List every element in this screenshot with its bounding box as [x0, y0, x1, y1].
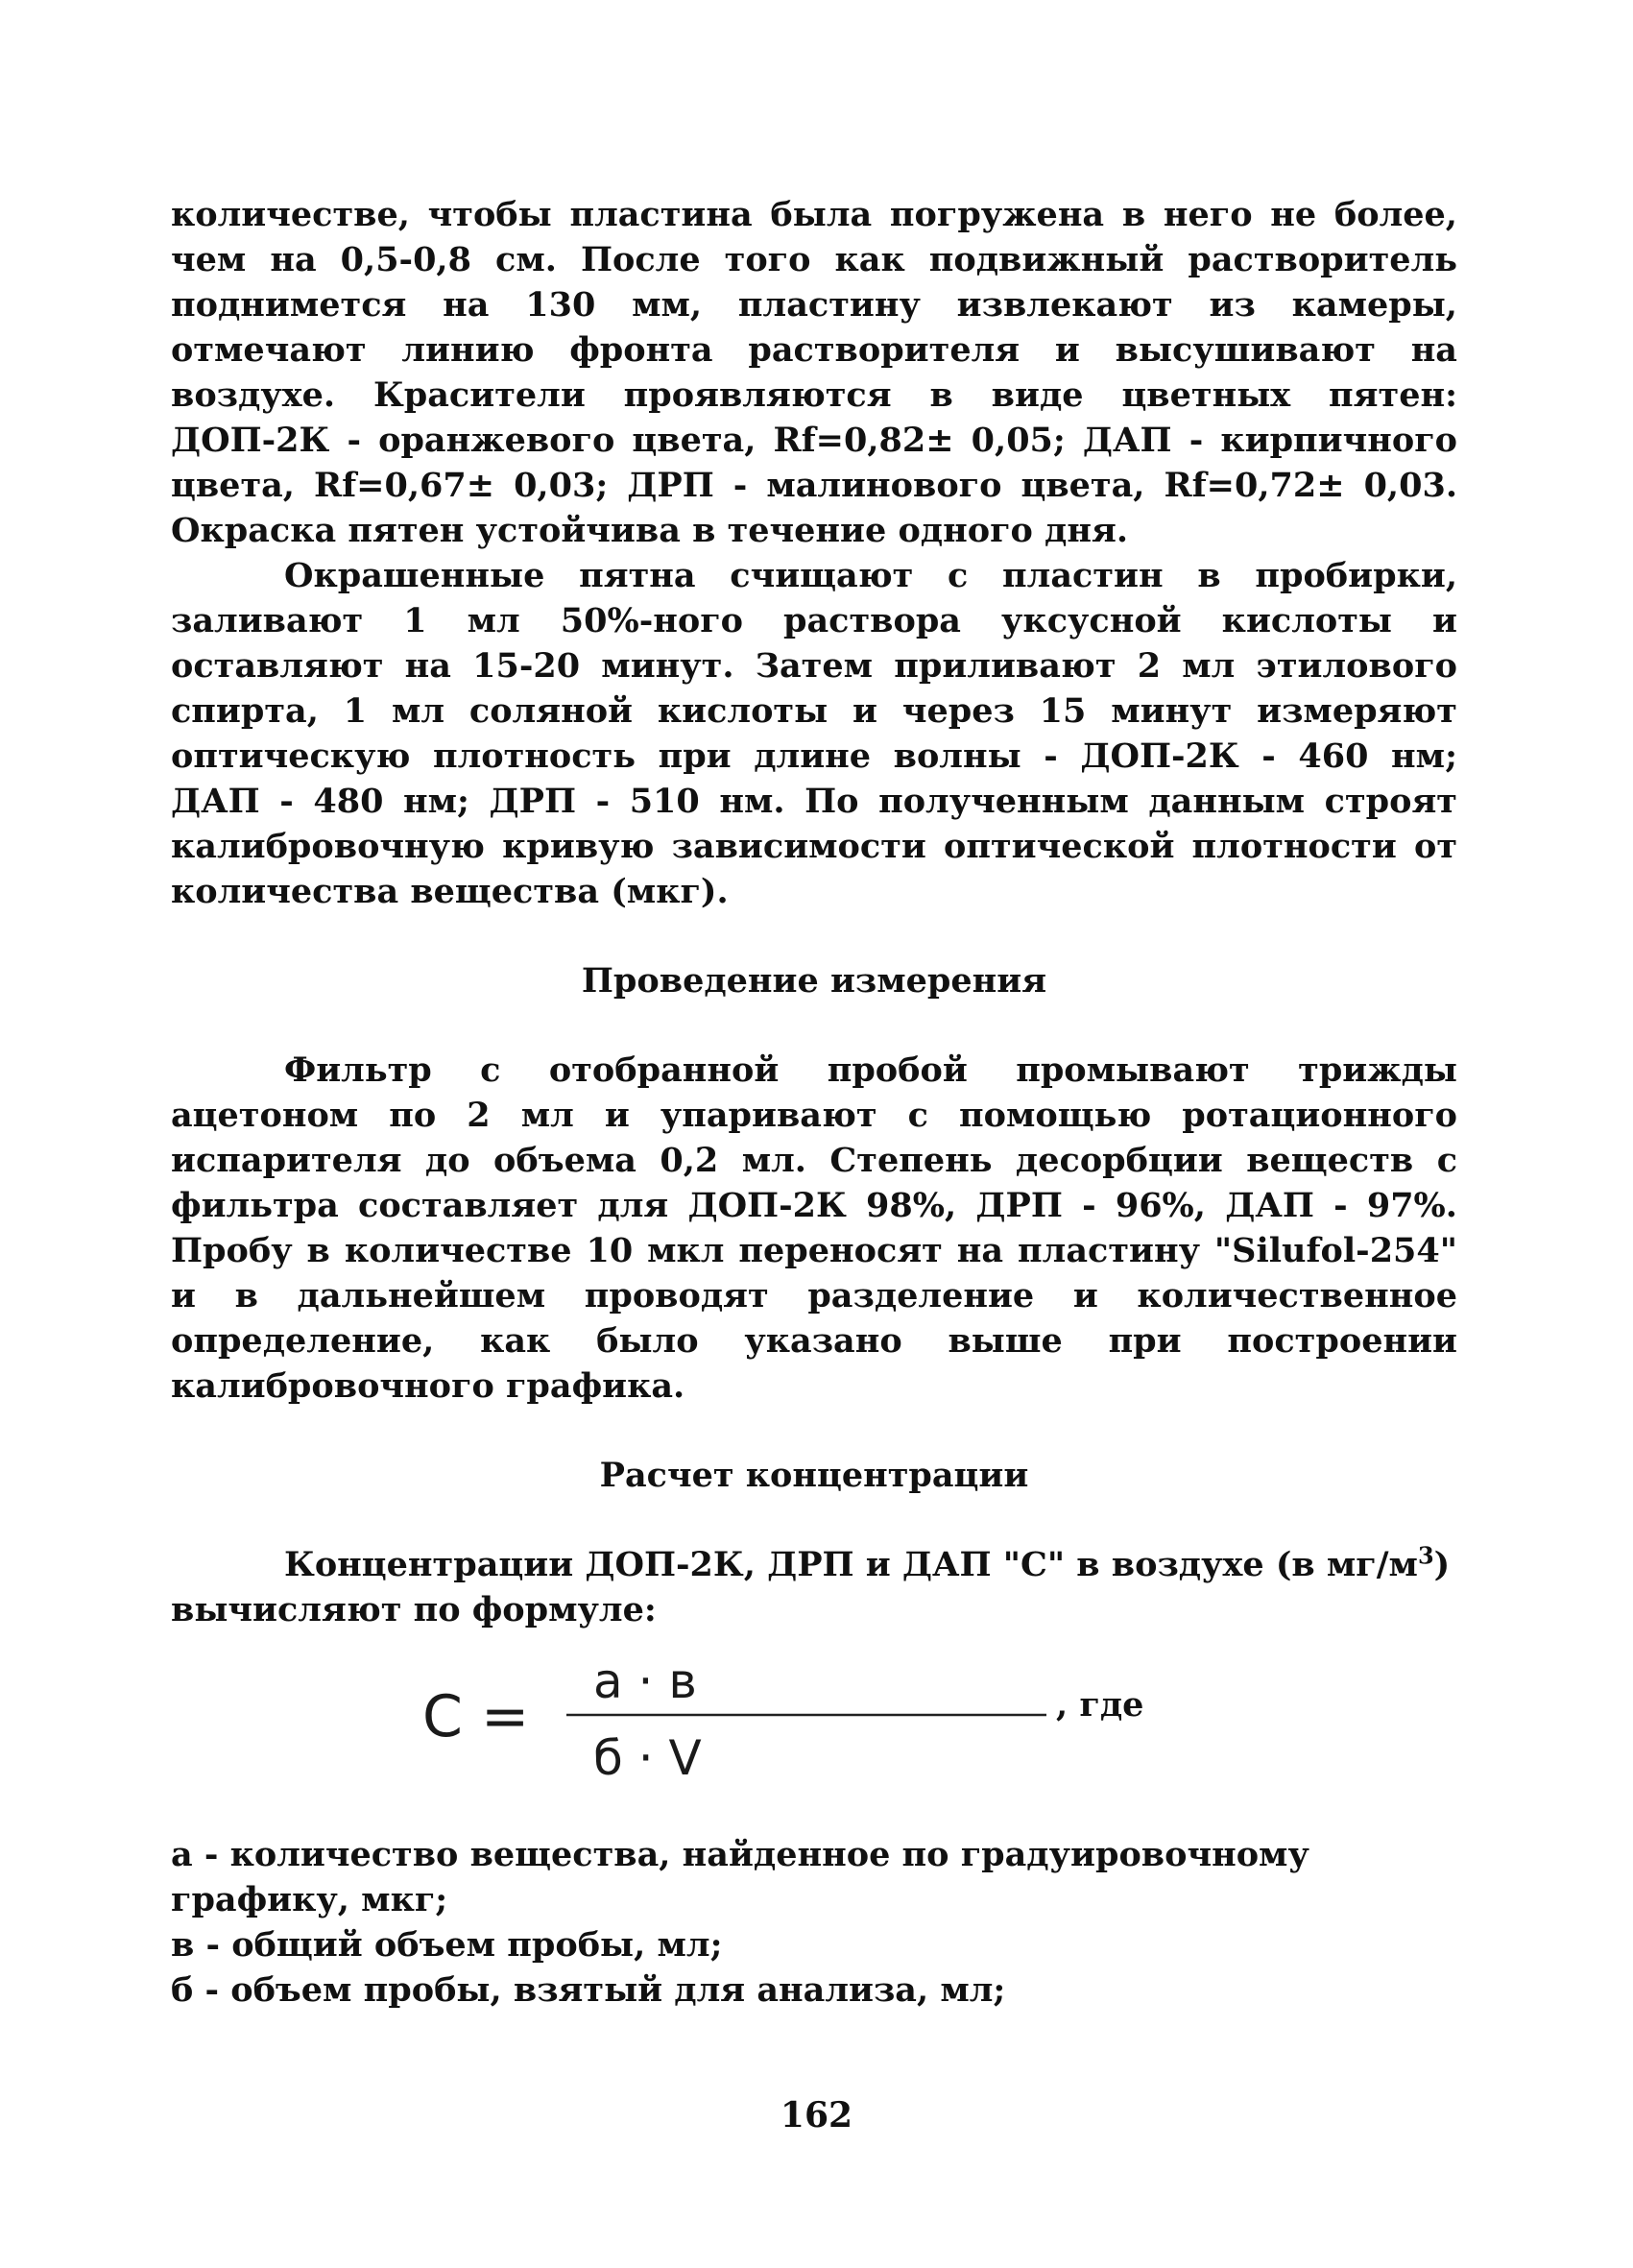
definition-v: в - общий объем пробы, мл;: [171, 1925, 723, 1965]
concentration-formula: [171, 1640, 1457, 1803]
calculation-heading: Расчет концентрации: [599, 1456, 1029, 1495]
measurement-paragraph: Фильтр с отобранной пробой промывают трижды ацетоном по 2 мл и упаривают с помощью ротационного испарителя до объема 0,2 мл. Степень десорбции веществ с фильтра составляет для ДОП-2К 98%, ДРП - 96%, ДАП - 97%. Пробу в количестве 10 мкл переносят на пластину "Silufol-254" и в дальнейшем проводят разделение и количественное определение, как было указано выше при построении калибровочного графика.: [171, 1050, 1457, 1406]
definition-b: б - объем пробы, взятый для анализа, мл;: [171, 1970, 1006, 2010]
definition-a: а - количество вещества, найденное по градуировочному графику, мкг;: [171, 1835, 1309, 1919]
calibration-paragraph: Окрашенные пятна счищают с пластин в пробирки, заливают 1 мл 50%-ного раствора уксусной кислоты и оставляют на 15-20 минут. Затем приливают 2 мл этилового спирта, 1 мл соляной кислоты и через 15 минут измеряют оптическую плотность при длине волны - ДОП-2К - 460 нм; ДАП - 480 нм; ДРП - 510 нм. По полученным данным строят калибровочную кривую зависимости оптической плотности от количества вещества (мкг).: [171, 556, 1457, 911]
calculation-paragraph: [171, 1542, 1457, 1632]
calculation-paragraph-line2: вычисляют по формуле:: [171, 1590, 657, 1629]
calculation-paragraph-text: Концентрации ДОП-2К, ДРП и ДАП "С" в воздухе (в мг/м: [284, 1545, 1418, 1584]
intro-paragraph: количестве, чтобы пластина была погружена в него не более, чем на 0,5-0,8 см. После того как подвижный растворитель поднимется на 130 мм, пластину извлекают из камеры, отмечают линию фронта растворителя и высушивают на воздухе. Красители проявляются в виде цветных пятен: ДОП-2К - оранжевого цвета, Rf=0,82± 0,05; ДАП - кирпичного цвета, Rf=0,67± 0,03; ДРП - малинового цвета, Rf=0,72± 0,03. Окраска пятен устойчива в течение одного дня.: [171, 195, 1457, 550]
variable-definitions: [171, 1832, 1457, 2013]
formula-denominator: б · V: [593, 1730, 702, 1786]
calculation-paragraph-close: ): [1433, 1545, 1451, 1584]
document-page: [171, 192, 1457, 2013]
cubic-superscript: 3: [1417, 1541, 1434, 1570]
page-number: 162: [780, 2095, 853, 2135]
formula-numerator: а · в: [593, 1653, 697, 1709]
formula-graphic: [422, 1640, 1056, 1803]
measurement-heading: Проведение измерения: [581, 961, 1047, 1001]
formula-lhs: С =: [422, 1683, 530, 1750]
formula-where-label: , где: [1056, 1685, 1144, 1725]
